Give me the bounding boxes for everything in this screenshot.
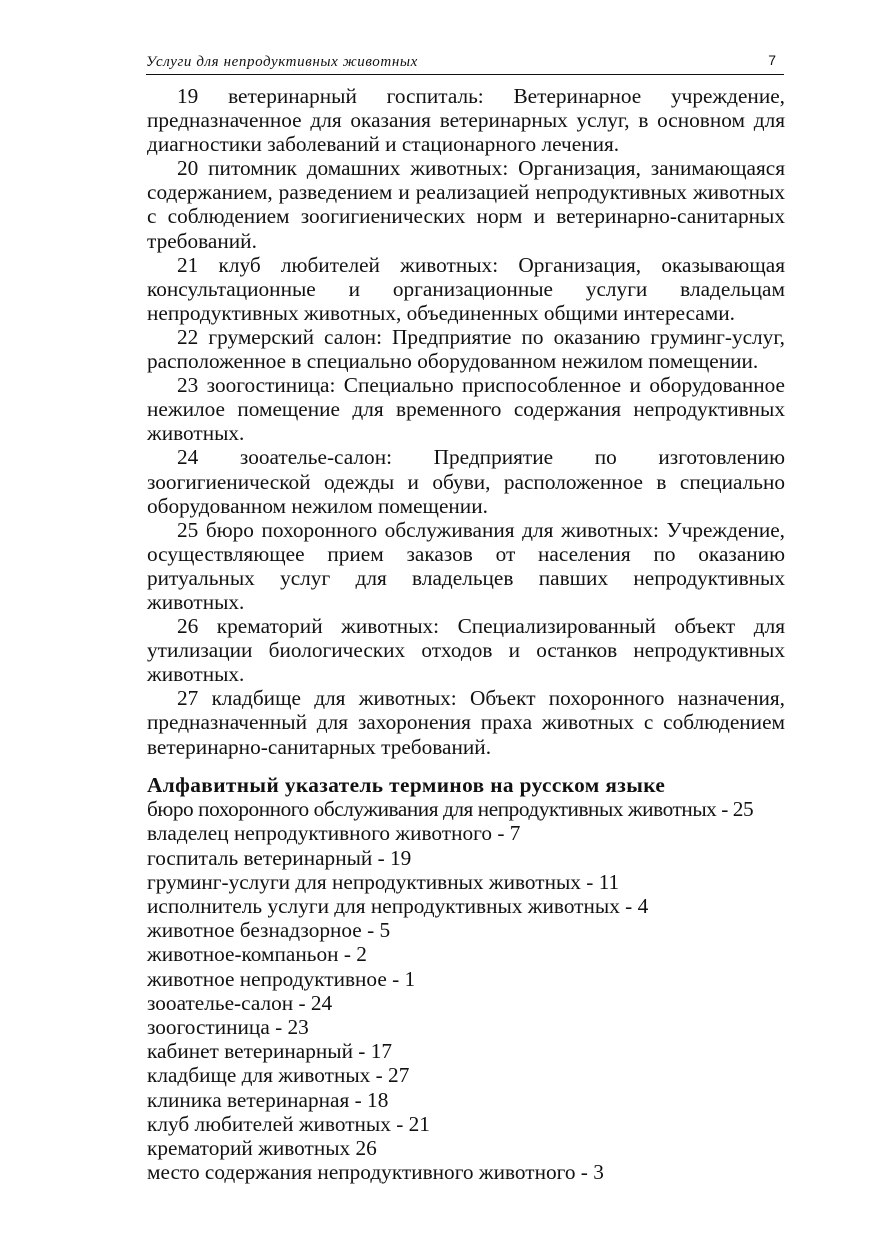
term-definition: 27 кладбище для животных: Объект похоронного назначения, предназначенный для захоронения праха животных с соблюдением ветеринарно-санитарных требований. (147, 686, 785, 759)
index-entry: животное безнадзорное - 5 (147, 918, 391, 943)
index-entry: исполнитель услуги для непродуктивных животных - 4 (147, 893, 649, 918)
term-definition: 26 крематорий животных: Специализированный объект для утилизации биологических отходов и останков непродуктивных животных. (147, 614, 785, 687)
page-number: 7 (768, 52, 776, 68)
index-entry: животное-компаньон - 2 (147, 942, 367, 967)
term-definition: 23 зоогостиница: Специально приспособленное и оборудованное нежилое помещение для временного содержания непродуктивных животных. (147, 373, 785, 446)
index-entry: клуб любителей животных - 21 (147, 1111, 430, 1136)
term-definition: 20 питомник домашних животных: Организация, занимающаяся содержанием, разведением и реализацией непродуктивных животных с соблюдением зоогигиенических норм и ветеринарно-санитарных требований. (147, 156, 785, 253)
index-entry: клиника ветеринарная - 18 (147, 1087, 389, 1112)
index-entry: зоогостиница - 23 (147, 1014, 309, 1039)
index-entry: владелец непродуктивного животного - 7 (147, 821, 521, 846)
term-definition: 24 зооателье-салон: Предприятие по изготовлению зоогигиенической одежды и обуви, расположенное в специально оборудованном нежилом помещении. (147, 445, 785, 518)
index-entry: зооателье-салон - 24 (147, 990, 333, 1015)
term-definition: 22 грумерский салон: Предприятие по оказанию груминг-услуг, расположенное в специально оборудованном нежилом помещении. (147, 324, 785, 374)
alphabetical-index (147, 797, 785, 1184)
index-entry: животное непродуктивное - 1 (147, 966, 416, 991)
index-entry: груминг-услуги для непродуктивных животных - 11 (147, 869, 620, 894)
page-content (147, 84, 785, 1184)
running-header (146, 52, 784, 75)
index-heading: Алфавитный указатель терминов на русском языке (147, 772, 666, 797)
index-entry: госпиталь ветеринарный - 19 (147, 845, 412, 870)
running-header-title: Услуги для непродуктивных животных (146, 54, 418, 70)
index-entry: кладбище для животных - 27 (147, 1063, 410, 1088)
index-entry: кабинет ветеринарный - 17 (147, 1039, 393, 1064)
term-definition: 25 бюро похоронного обслуживания для животных: Учреждение, осуществляющее прием заказов от населения по оказанию ритуальных услуг для владельцев павших непродуктивных животных. (147, 517, 785, 614)
term-definition: 21 клуб любителей животных: Организация, оказывающая консультационные и организационные услуги владельцам непродуктивных животных, объединенных общими интересами. (147, 252, 785, 325)
index-entry: крематорий животных 26 (147, 1135, 377, 1160)
index-entry: бюро похоронного обслуживания для непродуктивных животных - 25 (147, 797, 754, 822)
index-entry: место содержания непродуктивного животного - 3 (147, 1160, 604, 1185)
term-definition: 19 ветеринарный госпиталь: Ветеринарное учреждение, предназначенное для оказания ветеринарных услуг, в основном для диагностики заболеваний и стационарного лечения. (147, 84, 785, 157)
